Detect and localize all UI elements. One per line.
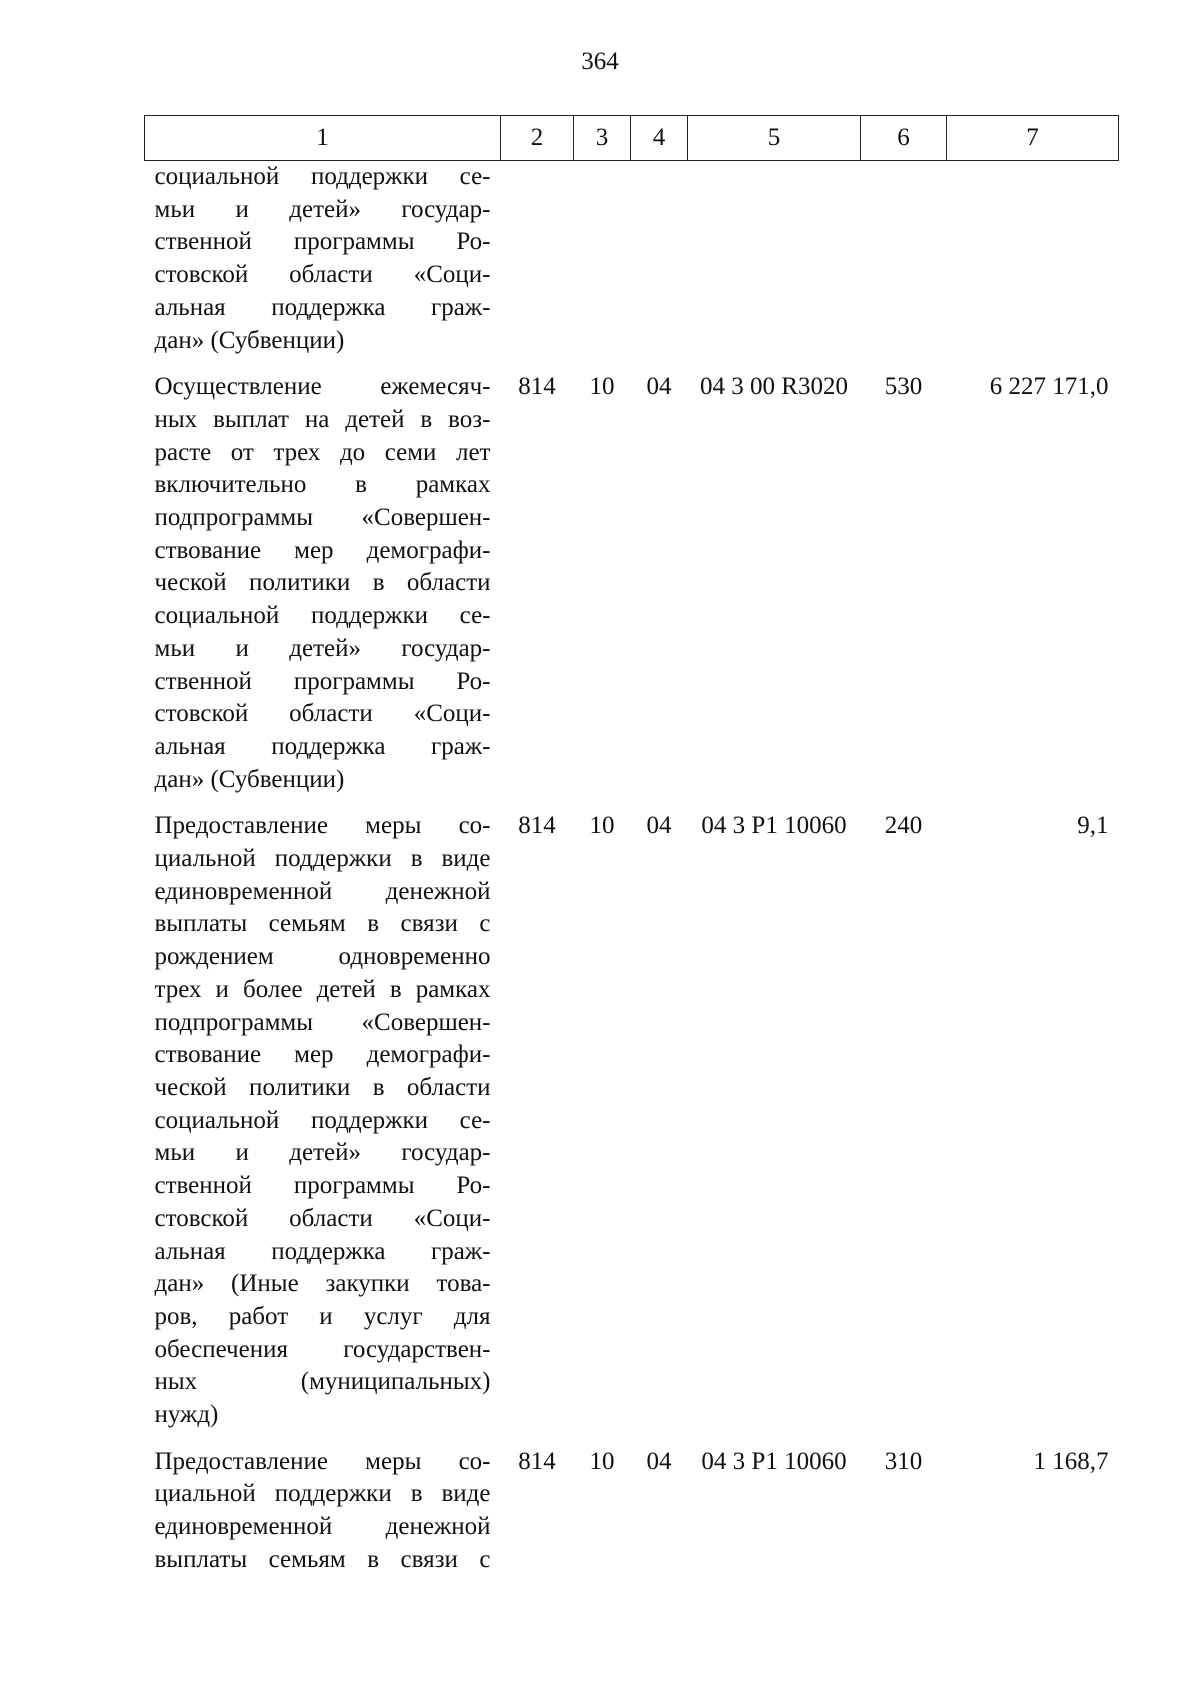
target-article-code <box>688 161 861 358</box>
description-line: расте от трех до семи лет <box>154 438 491 466</box>
section-code: 10 <box>589 373 615 401</box>
table-row <box>145 161 1119 358</box>
expense-type-code: 310 <box>884 1447 923 1475</box>
expense-type-code: 530 <box>884 373 923 401</box>
description-line: мьи и детей» государ- <box>154 195 491 223</box>
table-header-row <box>145 116 1119 161</box>
description-line: обеспечения государствен- <box>154 1335 491 1363</box>
description-line: ческой политики в области <box>154 1073 491 1101</box>
description-line: стовской области «Соци- <box>154 700 491 728</box>
description-line: ствование мер демографи- <box>154 1041 491 1069</box>
description-line: циальной поддержки в виде <box>154 1480 491 1508</box>
ministry-code: 814 <box>518 373 556 401</box>
row-description <box>145 161 501 358</box>
description-line: дан» (Субвенции) <box>154 765 345 793</box>
target-article-code: 04 3 P1 10060 <box>701 1447 847 1475</box>
column-header-5: 5 <box>688 116 861 161</box>
section-code <box>574 161 631 358</box>
description-line: стовской области «Соци- <box>154 1204 491 1232</box>
description-line: ственной программы Ро- <box>154 228 491 256</box>
row-description <box>145 371 501 796</box>
column-header-1: 1 <box>145 116 501 161</box>
table-row <box>145 1446 1119 1577</box>
ministry-code <box>501 161 574 358</box>
description-line: социальной поддержки се- <box>154 602 491 630</box>
description-line: альная поддержка граж- <box>154 732 491 760</box>
table-body <box>145 161 1119 1577</box>
expense-type-code: 240 <box>884 812 923 840</box>
column-header-3: 3 <box>574 116 631 161</box>
target-article-code: 04 3 00 R3020 <box>700 373 848 401</box>
description-line: Предоставление меры со- <box>154 812 491 840</box>
row-description <box>145 810 501 1431</box>
description-line: единовременной денежной <box>154 1513 491 1541</box>
section-code: 10 <box>589 812 615 840</box>
description-line: циальной поддержки в виде <box>154 845 491 873</box>
description-line: стовской области «Соци- <box>154 261 491 289</box>
description-line: ных выплат на детей в воз- <box>154 405 491 433</box>
row-description <box>145 1446 501 1577</box>
description-line: единовременной денежной <box>154 877 491 905</box>
description-line: социальной поддержки се- <box>154 163 491 190</box>
row-spacer <box>145 796 1119 810</box>
description-line: ственной программы Ро- <box>154 667 491 695</box>
description-line: нужд) <box>154 1401 219 1429</box>
description-line: мьи и детей» государ- <box>154 634 491 662</box>
description-line: подпрограммы «Совершен- <box>154 1008 491 1036</box>
column-header-6: 6 <box>861 116 947 161</box>
target-article-code: 04 3 P1 10060 <box>701 812 847 840</box>
description-line: дан» (Иные закупки това- <box>154 1270 491 1298</box>
description-line: выплаты семьям в связи с <box>154 1545 491 1573</box>
description-line: ров, работ и услуг для <box>154 1302 491 1330</box>
column-header-2: 2 <box>501 116 574 161</box>
row-spacer <box>145 1432 1119 1446</box>
column-header-4: 4 <box>631 116 688 161</box>
subsection-code: 04 <box>646 373 672 401</box>
expense-type-code <box>861 161 947 358</box>
description-line: ческой политики в области <box>154 569 491 597</box>
subsection-code: 04 <box>646 1447 672 1475</box>
description-line: выплаты семьям в связи с <box>154 910 491 938</box>
description-line: мьи и детей» государ- <box>154 1139 491 1167</box>
subsection-code <box>631 161 688 358</box>
budget-table <box>144 115 1119 1577</box>
amount <box>947 161 1119 358</box>
amount: 9,1 <box>1077 812 1109 840</box>
description-line: Предоставление меры со- <box>154 1447 491 1475</box>
description-line: ствование мер демографи- <box>154 536 491 564</box>
description-line: ственной программы Ро- <box>154 1172 491 1200</box>
amount: 6 227 171,0 <box>989 373 1109 401</box>
description-line: альная поддержка граж- <box>154 1237 491 1265</box>
amount: 1 168,7 <box>1033 1447 1109 1475</box>
section-code: 10 <box>589 1447 615 1475</box>
description-line: альная поддержка граж- <box>154 293 491 321</box>
description-line: включительно в рамках <box>154 471 491 499</box>
description-line: Осуществление ежемесяч- <box>154 373 491 401</box>
description-line: подпрограммы «Совершен- <box>154 504 491 532</box>
column-header-7: 7 <box>947 116 1119 161</box>
description-line: социальной поддержки се- <box>154 1106 491 1134</box>
description-line: трех и более детей в рамках <box>154 975 491 1003</box>
row-spacer <box>145 357 1119 371</box>
ministry-code: 814 <box>518 1447 556 1475</box>
table-row <box>145 810 1119 1431</box>
subsection-code: 04 <box>646 812 672 840</box>
description-line: дан» (Субвенции) <box>154 326 345 354</box>
ministry-code: 814 <box>518 812 556 840</box>
page-number: 364 <box>581 48 619 75</box>
description-line: ных (муниципальных) <box>154 1368 491 1396</box>
table-row <box>145 371 1119 796</box>
description-line: рождением одновременно <box>154 943 491 971</box>
